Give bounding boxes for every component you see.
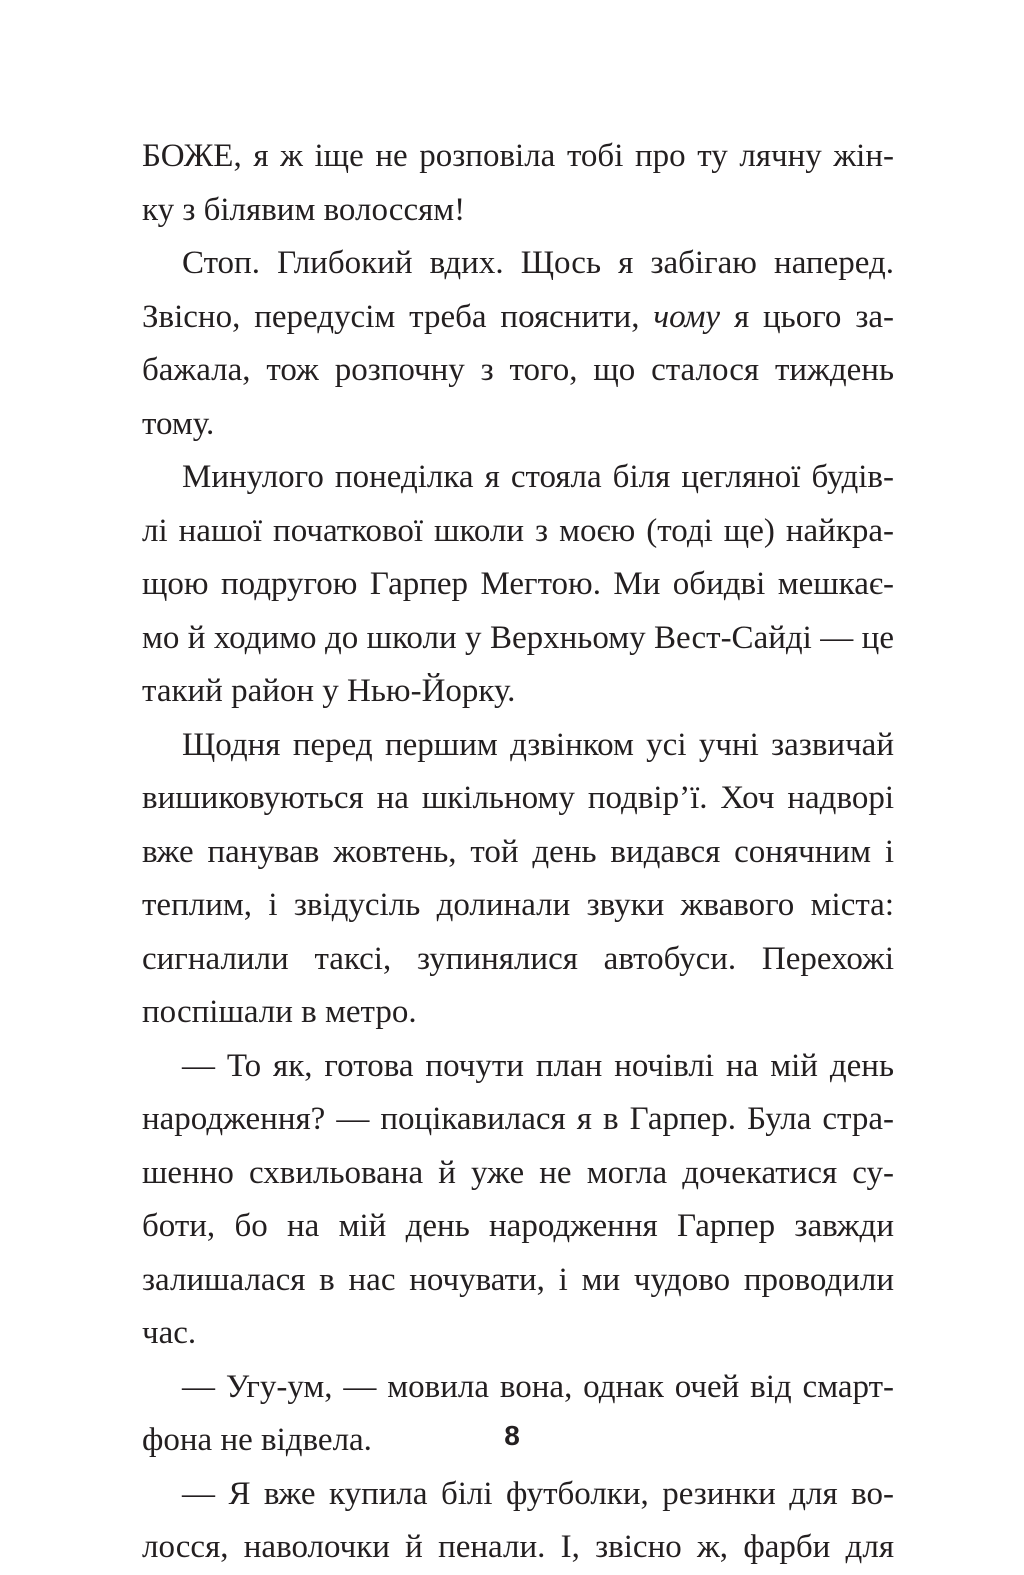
paragraph-first-line: — Угу-ум, — мовила вона, однак очей від смарт-	[182, 1368, 894, 1405]
paragraph-first-line: — То як, готова почути план ночівлі на мій день	[182, 1047, 894, 1084]
text-line: БОЖЕ, я ж іще не розповіла тобі про ту лячну жін-	[142, 138, 894, 174]
text-line: тому.	[142, 405, 215, 442]
paragraph-first-line: Щодня перед першим дзвінком усі учні зазвичай	[182, 726, 894, 763]
text-line: мо й ходимо до школи у Верхньому Вест-Сайді — це	[142, 619, 894, 656]
body-text	[142, 130, 894, 1575]
text-line: боти, бо на мій день народження Гарпер завжди	[142, 1208, 894, 1244]
paragraph-first-line: Стоп. Глибокий вдих. Щось я забігаю наперед.	[182, 245, 894, 281]
text-line: народження? — поцікавилася я в Гарпер. Була стра-	[142, 1101, 894, 1137]
text-line: лосся, наволочки й пенали. І, звісно ж, фарби для	[142, 1529, 894, 1565]
text-line: шенно схвильована й уже не могла дочекатися су-	[142, 1154, 894, 1191]
text-line: такий район у Нью-Йорку.	[142, 673, 516, 709]
paragraph-first-line: — Я вже купила білі футболки, резинки для во-	[182, 1475, 894, 1512]
text-line: час.	[142, 1315, 197, 1351]
text-line: бажала, тож розпочну з того, що сталося тиждень	[142, 352, 894, 388]
text-line: вже панував жовтень, той день видався сонячним і	[142, 833, 894, 870]
emphasis-text: чому	[653, 298, 721, 335]
text-line: залишалася в нас ночувати, і ми чудово проводили	[142, 1261, 894, 1298]
text-line: фона не відвела.	[142, 1422, 372, 1458]
page-number: 8	[504, 1420, 520, 1451]
text-line: теплим, і звідусіль долинали звуки жвавого міста:	[142, 887, 894, 923]
text-line: ку з білявим волоссям!	[142, 191, 466, 228]
paragraph-first-line: Минулого понеділка я стояла біля цегляної будів-	[182, 459, 894, 495]
text-line: поспішали в метро.	[142, 994, 417, 1030]
text-line: сигналили таксі, зупинялися автобуси. Перехожі	[142, 940, 894, 977]
text-line: лі нашої початкової школи з моєю (тоді ще) найкра-	[142, 512, 894, 549]
text-line: вишиковуються на шкільному подвір’ї. Хоч надворі	[142, 780, 894, 816]
text-line: Звісно, передусім треба пояснити, чому я цього за-	[142, 298, 894, 335]
text-line: щою подругою Гарпер Мегтою. Ми обидві мешкає-	[142, 566, 894, 602]
